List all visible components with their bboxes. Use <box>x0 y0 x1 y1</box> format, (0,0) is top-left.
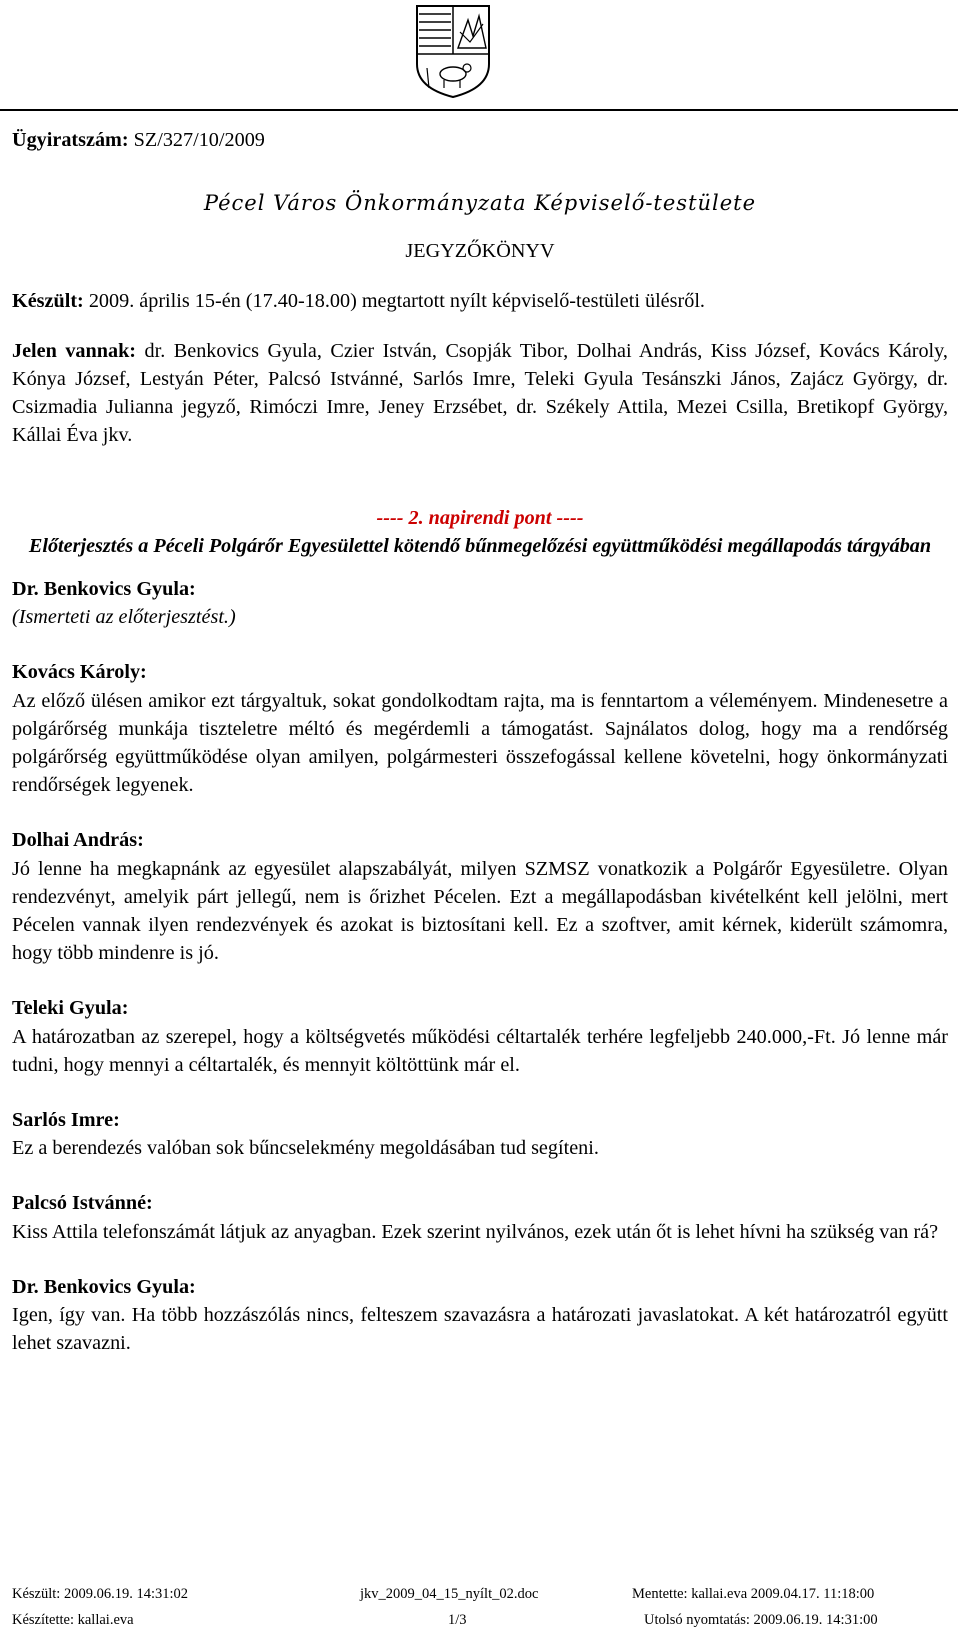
speech-text: Jó lenne ha megkapnánk az egyesület alapszabályát, milyen SZMSZ vonatkozik a Polgárőr Egyesületre. Olyan rendezvényt, amelyik párt jellegű, nem is őrizhet Pécelen. Ezt a megállapodásban kivételként kell jelölni, mert Pécelen vannak ilyen rendezvények és azokat is biztosítani kell. Ez a szoftver, amit kérnek, kiderült számomra, hogy több mindenre is jó. <box>12 857 948 965</box>
speech-text: A határozatban az szerepel, hogy a költségvetés működési céltartalék terhére legfeljebb 240.000,-Ft. Jó lenne már tudni, hogy mennyi a céltartalék, és mennyit költöttünk már el. <box>12 1025 948 1076</box>
speech-entry <box>12 994 948 1079</box>
speech-entry <box>12 1273 948 1358</box>
footer-created: Készült: 2009.06.19. 14:31:02 <box>12 1586 189 1602</box>
speaker-name: Dr. Benkovics Gyula: <box>12 1275 196 1298</box>
footer-page-number: 1/3 <box>448 1612 467 1628</box>
speech-text: Kiss Attila telefonszámát látjuk az anyagban. Ezek szerint nyilvános, ezek után őt is lehet hívni ha szükség van rá? <box>12 1220 939 1243</box>
speaker-name: Dr. Benkovics Gyula: <box>12 578 196 601</box>
speaker-name: Sarlós Imre: <box>12 1109 120 1132</box>
council-title: Pécel Város Önkormányzata Képviselő-testülete <box>203 191 757 216</box>
attendees-paragraph <box>12 337 948 450</box>
agenda-number: ---- 2. napirendi pont ---- <box>376 506 584 529</box>
speech-text: Az előző ülésen amikor ezt tárgyaltuk, sokat gondolkodtam rajta, ma is fenntartom a véleményem. Mindenesetre a polgárőrség munkája tiszteletre méltó és megérdemli a támogatást. Sajnálatos dolog, hogy ma a rendőrség polgárőrség együttműködése olyan amilyen, polgármesteri összefogással kellene követelni, hogy önkormányzati rendőrségek legyenek. <box>12 689 948 797</box>
speaker-name: Palcsó Istvánné: <box>12 1192 153 1215</box>
document-title: JEGYZŐKÖNYV <box>405 240 555 263</box>
attendees-label: Jelen vannak: <box>12 339 137 362</box>
speech-text: Igen, így van. Ha több hozzászólás nincs, felteszem szavazásra a határozati javaslatokat. A két határozatról együtt lehet szavazni. <box>12 1304 948 1355</box>
reference-value: SZ/327/10/2009 <box>128 129 265 151</box>
speech-entry <box>12 1106 948 1162</box>
held-label: Készült: <box>12 289 84 312</box>
speech-entry <box>12 575 948 631</box>
speech-entry <box>12 826 948 967</box>
document-body <box>12 126 948 1358</box>
footer-author: Készítette: kallai.eva <box>12 1612 134 1628</box>
reference-label: Ügyiratszám: <box>12 129 129 151</box>
footer-printed: Utolsó nyomtatás: 2009.06.19. 14:31:00 <box>644 1612 878 1628</box>
speaker-name: Teleki Gyula: <box>12 997 129 1020</box>
speaker-name: Dolhai András: <box>12 829 144 852</box>
speaker-name: Kovács Károly: <box>12 661 147 684</box>
footer-filename: jkv_2009_04_15_nyílt_02.doc <box>360 1586 539 1602</box>
attendees-text: dr. Benkovics Gyula, Czier István, Csopják Tibor, Dolhai András, Kiss József, Kovács Károly, Kónya József, Lestyán Péter, Palcsó Istvánné, Sarlós Imre, Teleki Gyula Tesánszki János, Zajácz György, dr. Csizmadia Julianna jegyző, Rimóczi Imre, Jeney Erzsébet, dr. Székely Attila, Mezei Csilla, Bretikopf György, Kállai Éva jkv. <box>12 339 948 447</box>
reference-line <box>12 126 948 154</box>
held-text: 2009. április 15-én (17.40-18.00) megtartott nyílt képviselő-testületi ülésről. <box>83 289 705 312</box>
footer-saved: Mentette: kallai.eva 2009.04.17. 11:18:00 <box>632 1586 875 1602</box>
speech-entry <box>12 1189 948 1245</box>
town-coat-of-arms-icon <box>413 2 493 100</box>
header-divider <box>0 109 958 111</box>
held-line <box>12 287 948 315</box>
speech-text: (Ismerteti az előterjesztést.) <box>12 606 236 629</box>
speech-text: Ez a berendezés valóban sok bűncselekmény megoldásában tud segíteni. <box>12 1137 599 1160</box>
agenda-title: Előterjesztés a Péceli Polgárőr Egyesülettel kötendő bűnmegelőzési együttműködési megállapodás tárgyában <box>28 534 932 557</box>
speech-entry <box>12 658 948 799</box>
